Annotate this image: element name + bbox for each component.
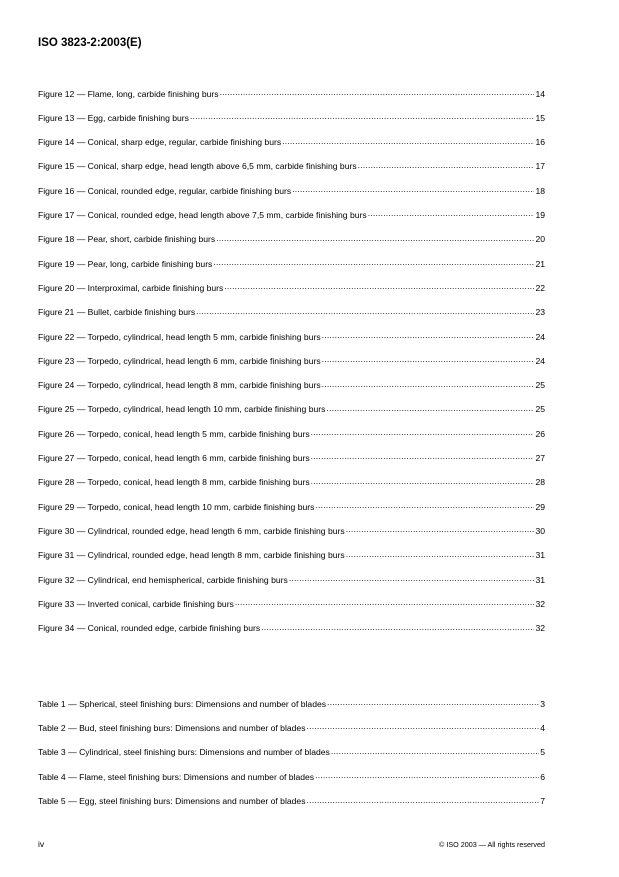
dot-leader [196,307,534,316]
toc-entry[interactable] [38,550,545,574]
entry-page: 20 [535,234,545,245]
toc-entry[interactable] [38,404,545,428]
entry-page: 25 [535,404,545,415]
list-of-tables [38,698,545,820]
toc-entry[interactable] [38,598,545,622]
entry-title: Figure 20 — Interproximal, carbide finishing burs [38,282,224,293]
toc-entry[interactable] [38,380,545,404]
toc-entry[interactable] [38,331,545,355]
entry-title: Figure 27 — Torpedo, conical, head length 6 mm, carbide finishing burs [38,453,310,464]
dot-leader [327,698,539,707]
dot-leader [346,550,535,559]
entry-title: Figure 24 — Torpedo, cylindrical, head length 8 mm, carbide finishing burs [38,380,321,391]
entry-page: 3 [540,698,545,709]
entry-title: Figure 18 — Pear, short, carbide finishing burs [38,234,216,245]
toc-entry[interactable] [38,623,545,647]
dot-leader [315,771,539,780]
toc-entry[interactable] [38,428,545,452]
entry-page: 23 [535,307,545,318]
dot-leader [326,404,534,413]
dot-leader [311,477,535,486]
entry-title: Figure 29 — Torpedo, conical, head length 10 mm, carbide finishing burs [38,501,315,512]
dot-leader [282,137,534,146]
toc-entry[interactable] [38,88,545,112]
toc-entry[interactable] [38,574,545,598]
entry-title: Table 1 — Spherical, steel finishing burs: Dimensions and number of blades [38,698,327,709]
toc-entry[interactable] [38,161,545,185]
toc-entry[interactable] [38,722,545,746]
dot-leader [322,355,535,364]
entry-page: 21 [535,258,545,269]
toc-entry[interactable] [38,185,545,209]
dot-leader [292,185,534,194]
dot-leader [311,428,535,437]
dot-leader [235,598,535,607]
entry-page: 19 [535,210,545,221]
entry-page: 29 [535,501,545,512]
dot-leader [346,525,535,534]
document-header: ISO 3823-2:2003(E) [38,37,142,49]
dot-leader [190,112,534,121]
entry-title: Table 5 — Egg, steel finishing burs: Dimensions and number of blades [38,796,306,807]
entry-title: Figure 28 — Torpedo, conical, head length 8 mm, carbide finishing burs [38,477,310,488]
dot-leader [331,747,539,756]
toc-entry[interactable] [38,747,545,771]
dot-leader [307,796,540,805]
toc-entry[interactable] [38,501,545,525]
entry-title: Figure 13 — Egg, carbide finishing burs [38,112,189,123]
dot-leader [289,574,535,583]
entry-title: Figure 12 — Flame, long, carbide finishing burs [38,88,219,99]
entry-page: 17 [535,161,545,172]
copyright-notice: © ISO 2003 — All rights reserved [439,840,545,849]
entry-page: 5 [540,747,545,758]
dot-leader [216,234,534,243]
toc-entry[interactable] [38,307,545,331]
entry-page: 18 [535,185,545,196]
dot-leader [261,623,534,632]
entry-title: Figure 16 — Conical, rounded edge, regular, carbide finishing burs [38,185,292,196]
entry-page: 6 [540,771,545,782]
entry-title: Table 3 — Cylindrical, steel finishing burs: Dimensions and number of blades [38,747,330,758]
entry-page: 32 [535,598,545,609]
toc-entry[interactable] [38,234,545,258]
dot-leader [315,501,534,510]
entry-page: 27 [535,453,545,464]
dot-leader [322,380,535,389]
dot-leader [307,722,540,731]
toc-entry[interactable] [38,525,545,549]
entry-page: 24 [535,355,545,366]
entry-title: Figure 33 — Inverted conical, carbide finishing burs [38,598,234,609]
toc-entry[interactable] [38,209,545,233]
entry-page: 32 [535,623,545,634]
entry-page: 4 [540,722,545,733]
toc-entry[interactable] [38,771,545,795]
entry-title: Figure 26 — Torpedo, conical, head length 5 mm, carbide finishing burs [38,428,310,439]
toc-entry[interactable] [38,258,545,282]
entry-title: Figure 14 — Conical, sharp edge, regular, carbide finishing burs [38,137,282,148]
entry-page: 7 [540,796,545,807]
entry-title: Figure 19 — Pear, long, carbide finishing burs [38,258,213,269]
toc-entry[interactable] [38,452,545,476]
dot-leader [311,452,535,461]
toc-entry[interactable] [38,137,545,161]
entry-title: Figure 15 — Conical, sharp edge, head length above 6,5 mm, carbide finishing burs [38,161,357,172]
entry-page: 16 [535,137,545,148]
dot-leader [322,331,535,340]
entry-page: 15 [535,112,545,123]
entry-page: 25 [535,380,545,391]
entry-page: 30 [535,525,545,536]
toc-entry[interactable] [38,282,545,306]
dot-leader [368,209,535,218]
entry-page: 31 [535,550,545,561]
list-of-figures [38,88,545,647]
entry-title: Figure 31 — Cylindrical, rounded edge, head length 8 mm, carbide finishing burs [38,550,345,561]
toc-entry[interactable] [38,477,545,501]
entry-page: 31 [535,574,545,585]
entry-title: Figure 22 — Torpedo, cylindrical, head length 5 mm, carbide finishing burs [38,331,321,342]
entry-title: Figure 23 — Torpedo, cylindrical, head length 6 mm, carbide finishing burs [38,355,321,366]
toc-entry[interactable] [38,112,545,136]
entry-title: Table 4 — Flame, steel finishing burs: Dimensions and number of blades [38,771,315,782]
entry-page: 22 [535,282,545,293]
dot-leader [220,88,535,97]
toc-entry[interactable] [38,796,545,820]
entry-title: Table 2 — Bud, steel finishing burs: Dimensions and number of blades [38,722,306,733]
entry-page: 26 [535,428,545,439]
toc-entry[interactable] [38,355,545,379]
entry-title: Figure 17 — Conical, rounded edge, head length above 7,5 mm, carbide finishing burs [38,210,367,221]
dot-leader [224,282,534,291]
entry-page: 24 [535,331,545,342]
toc-entry[interactable] [38,698,545,722]
entry-page: 14 [535,88,545,99]
entry-title: Figure 30 — Cylindrical, rounded edge, head length 6 mm, carbide finishing burs [38,525,345,536]
page-number: iv [38,839,45,849]
dot-leader [358,161,535,170]
entry-title: Figure 25 — Torpedo, cylindrical, head length 10 mm, carbide finishing burs [38,404,326,415]
entry-page: 28 [535,477,545,488]
entry-title: Figure 34 — Conical, rounded edge, carbide finishing burs [38,623,261,634]
entry-title: Figure 32 — Cylindrical, end hemispherical, carbide finishing burs [38,574,288,585]
dot-leader [213,258,534,267]
entry-title: Figure 21 — Bullet, carbide finishing burs [38,307,196,318]
